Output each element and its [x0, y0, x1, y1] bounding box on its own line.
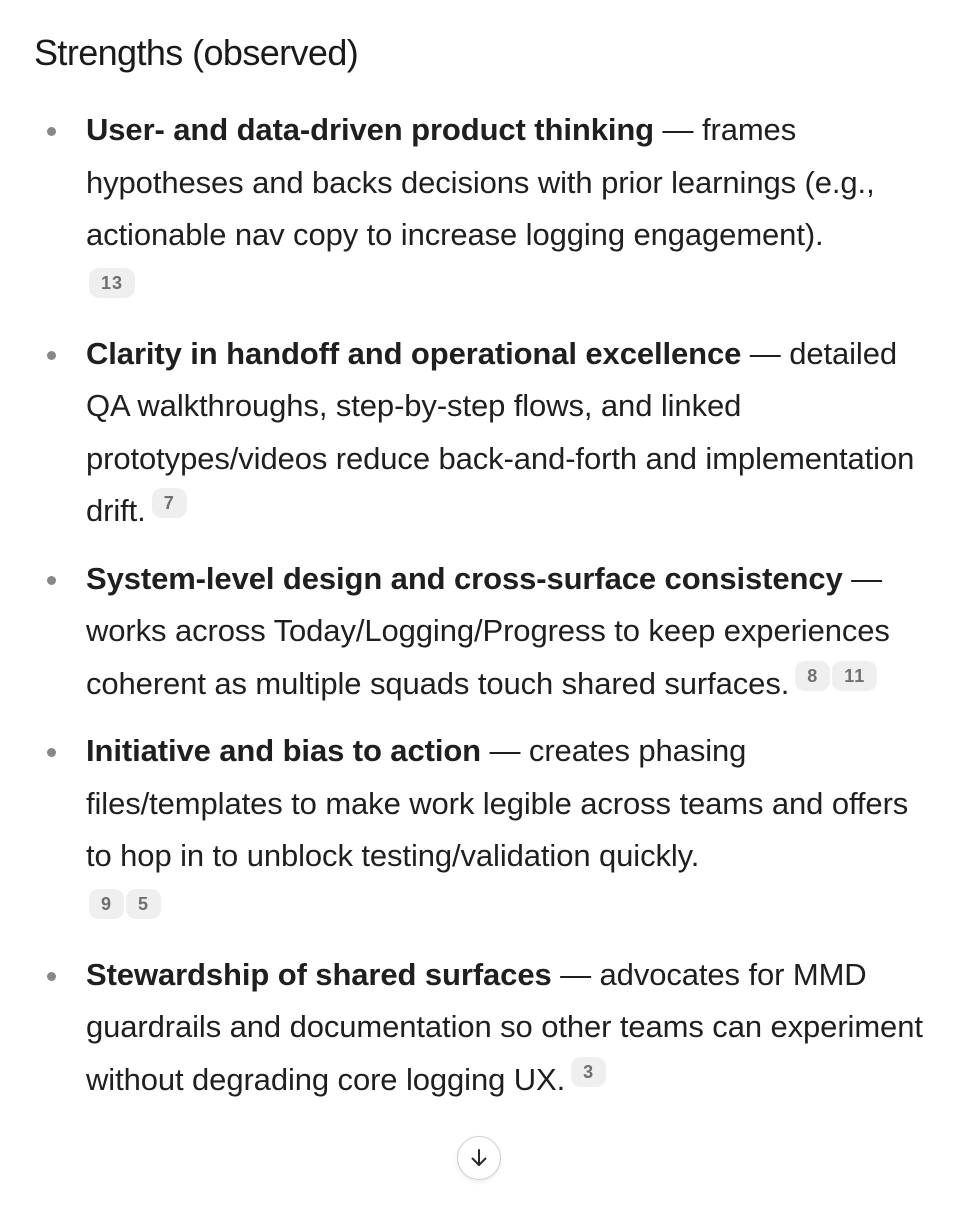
item-heading: Clarity in handoff and operational excellence — [86, 335, 742, 371]
item-heading: User- and data-driven product thinking — [86, 112, 655, 147]
list-item — [34, 328, 934, 538]
citation-badge[interactable]: 13 — [89, 268, 135, 298]
citation-badge[interactable]: 8 — [795, 661, 830, 691]
list-item — [34, 553, 934, 711]
citation-badge[interactable]: 11 — [832, 661, 877, 691]
bullet-icon — [47, 748, 56, 757]
item-body: — detailed QA walkthroughs, step-by-step flows, and linked prototypes/videos reduce back-and-forth and implementation drift. — [86, 335, 915, 528]
bullet-icon — [47, 576, 56, 585]
item-body: — frames hypotheses and backs decisions with prior learnings (e.g., actionable nav copy to increase logging engagement). — [86, 112, 875, 252]
citation-badge[interactable]: 3 — [571, 1057, 606, 1087]
strengths-list — [34, 104, 934, 1106]
strengths-section — [34, 26, 934, 1121]
item-heading: Initiative and bias to action — [86, 733, 481, 768]
citation-group — [571, 1054, 608, 1107]
item-body: — works across Today/Logging/Progress to keep experiences coherent as multiple squads touch shared surfaces. — [86, 560, 890, 701]
item-body: — creates phasing files/templates to make work legible across teams and offers to hop in to unblock testing/validation quickly. — [86, 733, 909, 873]
citation-badge[interactable]: 7 — [152, 488, 187, 518]
bullet-icon — [47, 127, 56, 136]
citation-group — [152, 485, 189, 538]
item-heading: System-level design and cross-surface consistency — [86, 560, 843, 596]
list-item — [34, 725, 934, 923]
list-item — [34, 104, 934, 302]
arrow-down-icon — [468, 1147, 490, 1169]
item-heading: Stewardship of shared surfaces — [86, 956, 552, 992]
bullet-icon — [47, 972, 56, 981]
citation-group — [89, 883, 934, 923]
item-body: — advocates for MMD guardrails and documentation so other teams can experiment without degrading core logging UX. — [86, 956, 923, 1097]
citation-badge[interactable]: 5 — [126, 889, 161, 919]
citation-badge[interactable]: 9 — [89, 889, 124, 919]
section-title: Strengths (observed) — [34, 32, 359, 73]
scroll-down-button[interactable] — [457, 1136, 501, 1180]
citation-group — [89, 262, 934, 302]
bullet-icon — [47, 351, 56, 360]
list-item — [34, 949, 934, 1107]
citation-group — [795, 658, 879, 711]
